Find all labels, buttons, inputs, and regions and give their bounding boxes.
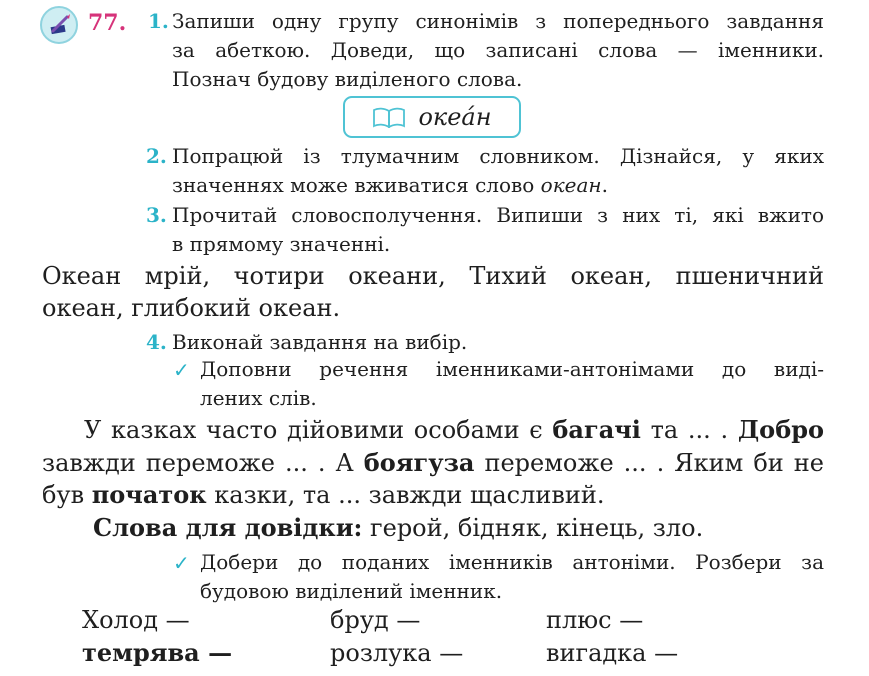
exercise-number: 77. — [88, 10, 127, 36]
option-1-line-1: Доповни речення іменниками-антонімами до виді- — [200, 357, 824, 381]
task-4-text: Виконай завдання на вибір. — [172, 330, 468, 354]
task-2-number: 2. — [146, 144, 167, 168]
task-1-line-2: за абеткою. Доведи, що записані слова — іменники. — [172, 38, 824, 62]
box-word: океа́н — [418, 103, 492, 131]
story-line-3: був початок казки, та ... завжди щасливий. — [42, 480, 605, 509]
check-icon: ✓ — [173, 551, 190, 575]
task-1-line-1: Запиши одну групу синонімів з попереднього завдання — [172, 9, 824, 33]
word-box — [343, 96, 521, 138]
antonym-word: розлука — — [330, 639, 464, 667]
exercise-badge — [40, 6, 78, 44]
phrases-line-1: Океан мрій, чотири океани, Тихий океан, пшеничний — [42, 262, 824, 290]
story-line-2: завжди переможе ... . А боягуза переможе ... . Яким би не — [42, 448, 824, 477]
task-1-number: 1. — [148, 9, 169, 33]
task-2-line-1: Попрацюй із тлумачним словником. Дізнайся, у яких — [172, 144, 824, 168]
task-2-line-2: значеннях може вживатися слово океан. — [172, 173, 608, 197]
antonym-word: плюс — — [546, 606, 644, 634]
task-1-line-3: Познач будову виділеного слова. — [172, 67, 523, 91]
antonym-word: вигадка — — [546, 639, 679, 667]
task-4-number: 4. — [146, 330, 167, 354]
check-icon: ✓ — [173, 358, 190, 382]
option-2-line-1: Добери до поданих іменників антоніми. Розбери за — [200, 550, 824, 574]
task-3-line-1: Прочитай словосполучення. Випиши з них ті, які вжито — [172, 203, 824, 227]
antonym-word: бруд — — [330, 606, 421, 634]
story-line-1: У казках часто дійовими особами є багачі та ... . Добро — [84, 415, 824, 444]
reference-words: Слова для довідки: герой, бідняк, кінець, зло. — [93, 513, 704, 542]
option-1-line-2: лених слів. — [200, 386, 317, 410]
option-2-line-2: будовою виділений іменник. — [200, 579, 503, 603]
antonym-word: Холод — — [82, 606, 190, 634]
pencil-ruler-icon — [45, 11, 75, 41]
open-book-icon — [372, 106, 406, 128]
phrases-line-2: океан, глибокий океан. — [42, 294, 341, 322]
antonym-word-highlighted: темрява — — [82, 638, 233, 667]
task-3-line-2: в прямому значенні. — [172, 232, 391, 256]
task-3-number: 3. — [146, 203, 167, 227]
